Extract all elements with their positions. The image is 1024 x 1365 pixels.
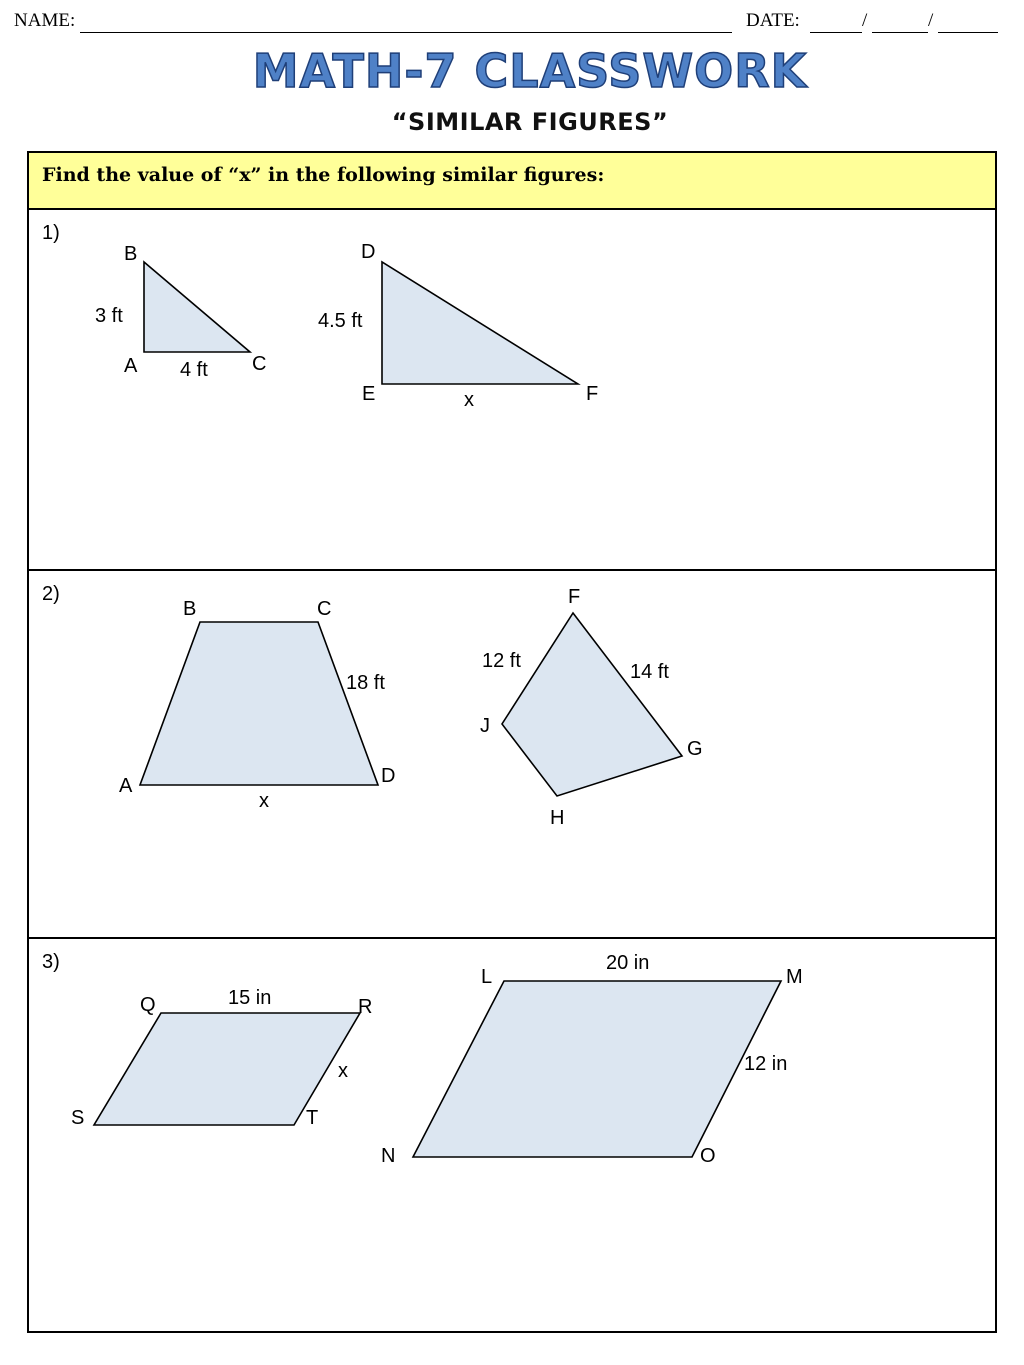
problem-2-figures bbox=[29, 571, 995, 937]
trapezoid-abcd bbox=[140, 622, 378, 785]
vertex-label: J bbox=[480, 715, 490, 737]
instruction-row bbox=[29, 153, 995, 210]
problem-3-figures bbox=[29, 939, 995, 1331]
vertex-label: D bbox=[381, 765, 396, 787]
parallelogram-qrts bbox=[94, 1013, 360, 1125]
name-label: NAME: bbox=[14, 10, 76, 31]
triangle-def bbox=[382, 262, 578, 384]
vertex-label: A bbox=[119, 775, 133, 797]
vertex-label: H bbox=[550, 807, 565, 829]
vertex-label: F bbox=[586, 383, 599, 405]
date-year-blank[interactable] bbox=[938, 32, 998, 33]
side-label: 4 ft bbox=[180, 359, 208, 381]
problem-number: 1) bbox=[42, 222, 60, 244]
vertex-label: F bbox=[568, 586, 581, 608]
side-label: 20 in bbox=[606, 952, 650, 974]
side-label: 4.5 ft bbox=[318, 310, 363, 332]
name-blank[interactable] bbox=[80, 32, 732, 33]
side-label: x bbox=[338, 1060, 348, 1082]
page-title: MATH-7 CLASSWORK bbox=[252, 44, 808, 98]
triangle-abc bbox=[144, 262, 250, 352]
side-label: 12 in bbox=[744, 1053, 788, 1075]
date-separator: / bbox=[928, 10, 934, 31]
side-label: 12 ft bbox=[482, 650, 521, 672]
problem-number: 3) bbox=[42, 951, 60, 973]
vertex-label: G bbox=[687, 738, 703, 760]
date-label: DATE: bbox=[746, 10, 800, 31]
vertex-label: L bbox=[481, 966, 493, 988]
date-day-blank[interactable] bbox=[872, 32, 928, 33]
vertex-label: C bbox=[317, 598, 332, 620]
problem-2 bbox=[29, 571, 995, 939]
vertex-label: T bbox=[306, 1107, 319, 1129]
problem-number: 2) bbox=[42, 583, 60, 605]
vertex-label: M bbox=[786, 966, 803, 988]
instruction-text: Find the value of “x” in the following similar figures: bbox=[42, 164, 605, 186]
header-row bbox=[14, 8, 998, 38]
quadrilateral-fghj bbox=[502, 613, 682, 796]
date-month-blank[interactable] bbox=[810, 32, 862, 33]
vertex-label: D bbox=[361, 241, 376, 263]
vertex-label: A bbox=[124, 355, 138, 377]
vertex-label: S bbox=[71, 1107, 85, 1129]
side-label: x bbox=[464, 389, 474, 411]
side-label: 3 ft bbox=[95, 305, 123, 327]
problem-1 bbox=[29, 210, 995, 571]
page-subtitle: “SIMILAR FIGURES” bbox=[391, 108, 669, 136]
date-separator: / bbox=[862, 10, 868, 31]
problem-1-figures bbox=[29, 210, 995, 569]
vertex-label: R bbox=[358, 996, 373, 1018]
side-label: 14 ft bbox=[630, 661, 669, 683]
parallelogram-lmon bbox=[413, 981, 781, 1157]
side-label: 18 ft bbox=[346, 672, 385, 694]
vertex-label: B bbox=[124, 243, 138, 265]
side-label: x bbox=[259, 790, 269, 812]
vertex-label: Q bbox=[140, 994, 156, 1016]
vertex-label: N bbox=[381, 1145, 396, 1167]
problem-3 bbox=[29, 939, 995, 1331]
side-label: 15 in bbox=[228, 987, 272, 1009]
worksheet-table bbox=[27, 151, 997, 1333]
vertex-label: B bbox=[183, 598, 197, 620]
vertex-label: C bbox=[252, 353, 267, 375]
vertex-label: E bbox=[362, 383, 376, 405]
vertex-label: O bbox=[700, 1145, 716, 1167]
